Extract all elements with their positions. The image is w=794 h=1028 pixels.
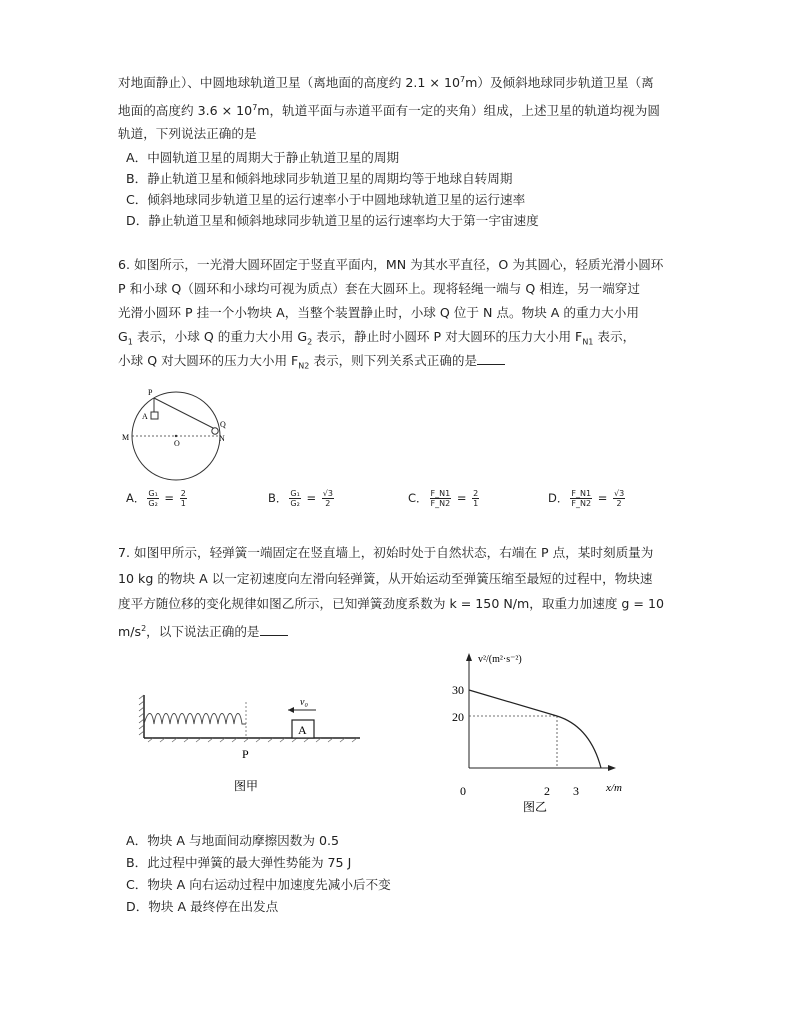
label-o: O: [174, 439, 180, 448]
y-axis-label: v²/(m²·s⁻²): [478, 654, 522, 665]
x-tick-3: 3: [573, 784, 579, 798]
q7-text-line-1: 7. 如图甲所示，轻弹簧一端固定在竖直墙上，初始时处于自然状态，右端在 P 点，某时刻质量为: [118, 545, 654, 560]
q6-text-line-1: 6. 如图所示，一光滑大圆环固定于竖直平面内，MN 为其水平直径，O 为其圆心，轻质光滑小圆环: [118, 257, 664, 272]
curved-segment: [557, 716, 601, 768]
arrow-head-icon: [288, 707, 294, 713]
caption-jia: 图甲: [234, 779, 259, 793]
q5-option-c[interactable]: C．倾斜地球同步轨道卫星的运行速率小于中圆地球轨道卫星的运行速率: [126, 192, 526, 207]
y-tick-30: 30: [452, 683, 464, 697]
q7-option-a[interactable]: A．物块 A 与地面间动摩擦因数为 0.5: [126, 833, 339, 848]
q5-option-b[interactable]: B．静止轨道卫星和倾斜地球同步轨道卫星的周期均等于地球自转周期: [126, 171, 513, 186]
x-arrow-icon: [608, 765, 616, 771]
q5-text-line-3: 轨道，下列说法正确的是: [118, 126, 257, 141]
q5-text-line-1: 对地面静止）、中圆地球轨道卫星（离地面的高度约 $2.1 \times 10^7m$）及倾斜地球同步轨道卫星（离: [118, 75, 654, 91]
answer-blank[interactable]: [477, 352, 505, 365]
q6-option-a[interactable]: A． $\frac{\text{G₁}}{\text{G₂}}$ = $\frac{2}{1}$: [126, 489, 186, 508]
x-axis-label: x/m: [606, 782, 622, 794]
q6-option-b[interactable]: B． $\frac{\text{G₁}}{\text{G₂}}$ = $\frac{√3}{2}$: [268, 489, 333, 508]
y-arrow-icon: [466, 653, 472, 661]
label-p: P: [242, 747, 249, 761]
center-o: [175, 435, 177, 437]
linear-segment: [469, 690, 557, 716]
answer-blank[interactable]: [260, 623, 288, 636]
v0-label: v₀: [300, 697, 308, 708]
x-tick-0: 0: [460, 784, 466, 798]
label-p: P: [148, 388, 153, 397]
q6-option-d[interactable]: D． $\frac{F\_N1}{F\_N2}$ = $\frac{√3}{2}$: [548, 489, 625, 508]
q6-text-line-2: P 和小球 Q（圆环和小球均可视为质点）套在大圆环上。现将轻绳一端与 Q 相连，另一端穿过: [118, 281, 640, 296]
y-tick-20: 20: [452, 710, 464, 724]
label-n: N: [219, 434, 225, 443]
q7-figure-jia: [130, 680, 370, 800]
q7-text-line-3: 度平方随位移的变化规律如图乙所示，已知弹簧劲度系数为 k = 150 N/m，取重力加速度 g = 10: [118, 596, 665, 611]
label-q: Q: [220, 420, 226, 429]
q7-option-b[interactable]: B．此过程中弹簧的最大弹性势能为 75 J: [126, 855, 352, 870]
q6-option-c[interactable]: C． $\frac{F\_N1}{F\_N2}$ = $\frac{2}{1}$: [408, 489, 479, 508]
q6-text-line-4: $G_1$ 表示，小球 Q 的重力大小用 $G_2$ 表示，静止时小圆环 P 对大圆环的压力大小用 $F_{N1}$ 表示，: [118, 329, 636, 347]
q5-option-a[interactable]: A．中圆轨道卫星的周期大于静止轨道卫星的周期: [126, 150, 400, 165]
q7-text-line-2: 10 kg 的物块 A 以一定初速度向左滑向轻弹簧，从开始运动至弹簧压缩至最短的过程中，物块速: [118, 571, 653, 586]
block-a: [151, 412, 158, 419]
q5-option-d[interactable]: D．静止轨道卫星和倾斜地球同步轨道卫星的运行速率均大于第一宇宙速度: [126, 213, 539, 228]
q6-text-line-5: 小球 Q 对大圆环的压力大小用 $F_{N2}$ 表示，则下列关系式正确的是: [118, 351, 505, 377]
q6-text-line-3: 光滑小圆环 P 挂一个小物块 A，当整个装置静止时，小球 Q 位于 N 点。物块 A 的重力大小用: [118, 305, 639, 320]
q7-option-d[interactable]: D．物块 A 最终停在出发点: [126, 899, 279, 914]
label-a: A: [142, 412, 148, 421]
rope-pq: [154, 398, 215, 429]
q6-circle-figure: [112, 382, 242, 482]
x-tick-2: 2: [544, 784, 550, 798]
q5-text-line-2: 地面的高度约 $3.6 \times 10^7m$，轨道平面与赤道平面有一定的夹角）组成，上述卫星的轨道均视为圆: [118, 103, 660, 119]
label-m: M: [122, 433, 130, 442]
q7-figure-yi: [448, 648, 638, 820]
q7-option-c[interactable]: C．物块 A 向右运动过程中加速度先减小后不变: [126, 877, 391, 892]
spring: [144, 714, 246, 725]
block-label: A: [298, 723, 307, 737]
q7-text-line-4: $m/s^2$，以下说法正确的是: [118, 619, 288, 642]
ball-q: [212, 428, 218, 434]
caption-yi: 图乙: [523, 800, 548, 814]
